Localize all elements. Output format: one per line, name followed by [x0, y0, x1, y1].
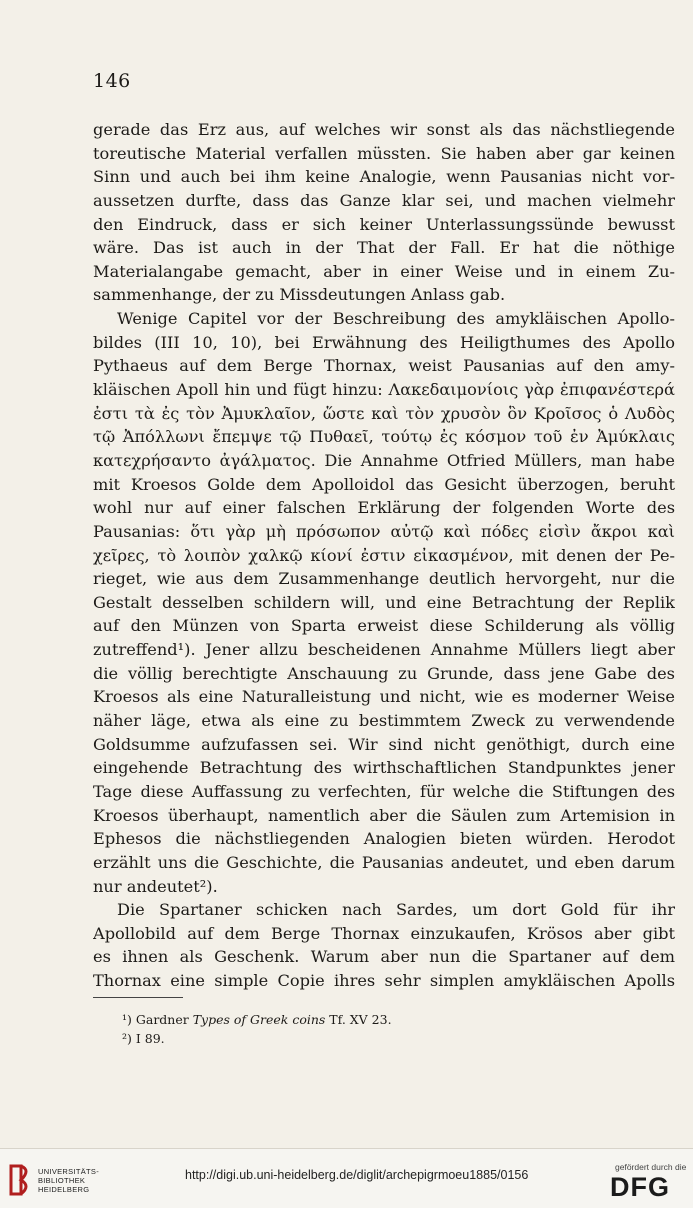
footnote-1-title: Types of Greek coins: [192, 1012, 326, 1027]
text-line: ἐστι τὰ ἐς τὸν Ἀμυκλαῖον, ὥστε καὶ τὸν χρυσὸν ὃν Κροῖσος ὁ Λυδὸς: [93, 403, 675, 423]
text-line: rieget, wie aus dem Zusammenhange deutlich hervorgeht, nur die: [93, 569, 675, 589]
text-line: die völlig berechtigte Anschauung zu Grunde, dass jene Gabe des: [93, 663, 675, 683]
text-line: Gestalt desselben schildern will, und eine Betrachtung der Replik: [93, 592, 675, 612]
text-line: den Eindruck, dass er sich keiner Unterlassungssünde bewusst: [93, 214, 675, 234]
body-text: [93, 118, 675, 993]
footnotes: [122, 1010, 392, 1048]
university-library-logo: [8, 1162, 34, 1198]
text-line: Kroesos überhaupt, namentlich aber die Säulen zum Artemision in: [93, 805, 675, 825]
footnote-1-mark: ¹): [122, 1012, 132, 1027]
footnote-1-ref: Tf. XV 23.: [329, 1012, 392, 1027]
text-line: zutreffend¹). Jener allzu bescheidenen Annahme Müllers liegt aber: [93, 640, 675, 660]
text-line: Ephesos die nächstliegenden Analogien bieten würden. Herodot: [93, 829, 675, 849]
permalink-url[interactable]: http://digi.ub.uni-heidelberg.de/diglit/archepigrmoeu1885/0156: [185, 1168, 529, 1182]
text-line: nur andeutet²).: [93, 876, 218, 896]
page-number: 146: [93, 70, 131, 92]
funded-by-label: gefördert durch die: [615, 1162, 687, 1172]
footnote-divider: [93, 997, 183, 998]
text-line: aussetzen durfte, dass das Ganze klar sei, und machen vielmehr: [93, 190, 675, 210]
text-line: τῷ Ἀπόλλωνι ἔπεμψε τῷ Πυθαεῖ, τούτῳ ἐς κόσμον τοῦ ἐν Ἀμύκλαις: [93, 427, 675, 447]
text-line: Pausanias: ὅτι γὰρ μὴ πρόσωπον αὐτῷ καὶ πόδες εἰσὶν ἄκροι καὶ: [93, 521, 675, 541]
text-line: erzählt uns die Geschichte, die Pausanias andeutet, und eben darum: [93, 852, 675, 872]
dfg-logo: DFG: [610, 1172, 670, 1202]
text-line: gerade das Erz aus, auf welches wir sonst als das nächstliegende: [93, 120, 675, 139]
text-line: es ihnen als Geschenk. Warum aber nun die Spartaner auf dem: [93, 947, 675, 967]
text-line: Thornax eine simple Copie ihres sehr simplen amykläischen Apolls: [93, 971, 675, 991]
text-line: wäre. Das ist auch in der That der Fall. Er hat die nöthige: [93, 238, 675, 258]
footnote-1-author: Gardner: [135, 1012, 189, 1027]
text-line: Kroesos als eine Naturalleistung und nicht, wie es moderner Weise: [93, 687, 675, 707]
footnote-1: [122, 1010, 392, 1029]
text-line: Materialangabe gemacht, aber in einer Weise und in einem Zu-: [93, 261, 675, 281]
institution-name: UNIVERSITÄTS- BIBLIOTHEK HEIDELBERG: [38, 1167, 99, 1194]
footnote-2: ²) I 89.: [122, 1031, 165, 1046]
text-line: κατεχρήσαντο ἀγάλματος. Die Annahme Otfried Müllers, man habe: [93, 450, 675, 470]
text-line: toreutische Material verfallen müssten. Sie haben aber gar keinen: [93, 143, 675, 163]
text-line: näher läge, etwa als eine zu bestimmtem Zweck zu verwendende: [93, 711, 675, 731]
text-line: Wenige Capitel vor der Beschreibung des amykläischen Apollo-: [117, 309, 675, 329]
text-line: kläischen Apoll hin und fügt hinzu: Λακεδαιμονίοις γὰρ ἐπιφανέστερά: [93, 380, 675, 400]
text-line: Pythaeus auf dem Berge Thornax, weist Pausanias auf den amy-: [93, 356, 675, 376]
text-line: bildes (III 10, 10), bei Erwähnung des Heiligthumes des Apollo: [93, 332, 675, 352]
text-line: Die Spartaner schicken nach Sardes, um dort Gold für ihr: [117, 900, 675, 920]
text-line: Sinn und auch bei ihm keine Analogie, wenn Pausanias nicht vor-: [93, 167, 675, 187]
text-line: Tage diese Auffassung zu verfechten, für welche die Stiftungen des: [93, 781, 675, 801]
text-line: auf den Münzen von Sparta erweist diese Schilderung als völlig: [93, 616, 675, 636]
text-line: sammenhange, der zu Missdeutungen Anlass gab.: [93, 285, 506, 305]
text-line: eingehende Betrachtung des wirthschaftlichen Standpunktes jener: [93, 758, 675, 778]
text-line: wohl nur auf einer falschen Erklärung der folgenden Worte des: [93, 498, 675, 518]
text-line: mit Kroesos Golde dem Apolloidol das Gesicht überzogen, beruht: [93, 474, 675, 494]
text-line: χεῖρες, τὸ λοιπὸν χαλκῷ κίονί ἐστιν εἰκασμένον, mit denen der Pe-: [93, 545, 675, 565]
text-line: Goldsumme aufzufassen sei. Wir sind nicht genöthigt, durch eine: [93, 734, 675, 754]
text-line: Apollobild auf dem Berge Thornax einzukaufen, Krösos aber gibt: [93, 923, 675, 943]
